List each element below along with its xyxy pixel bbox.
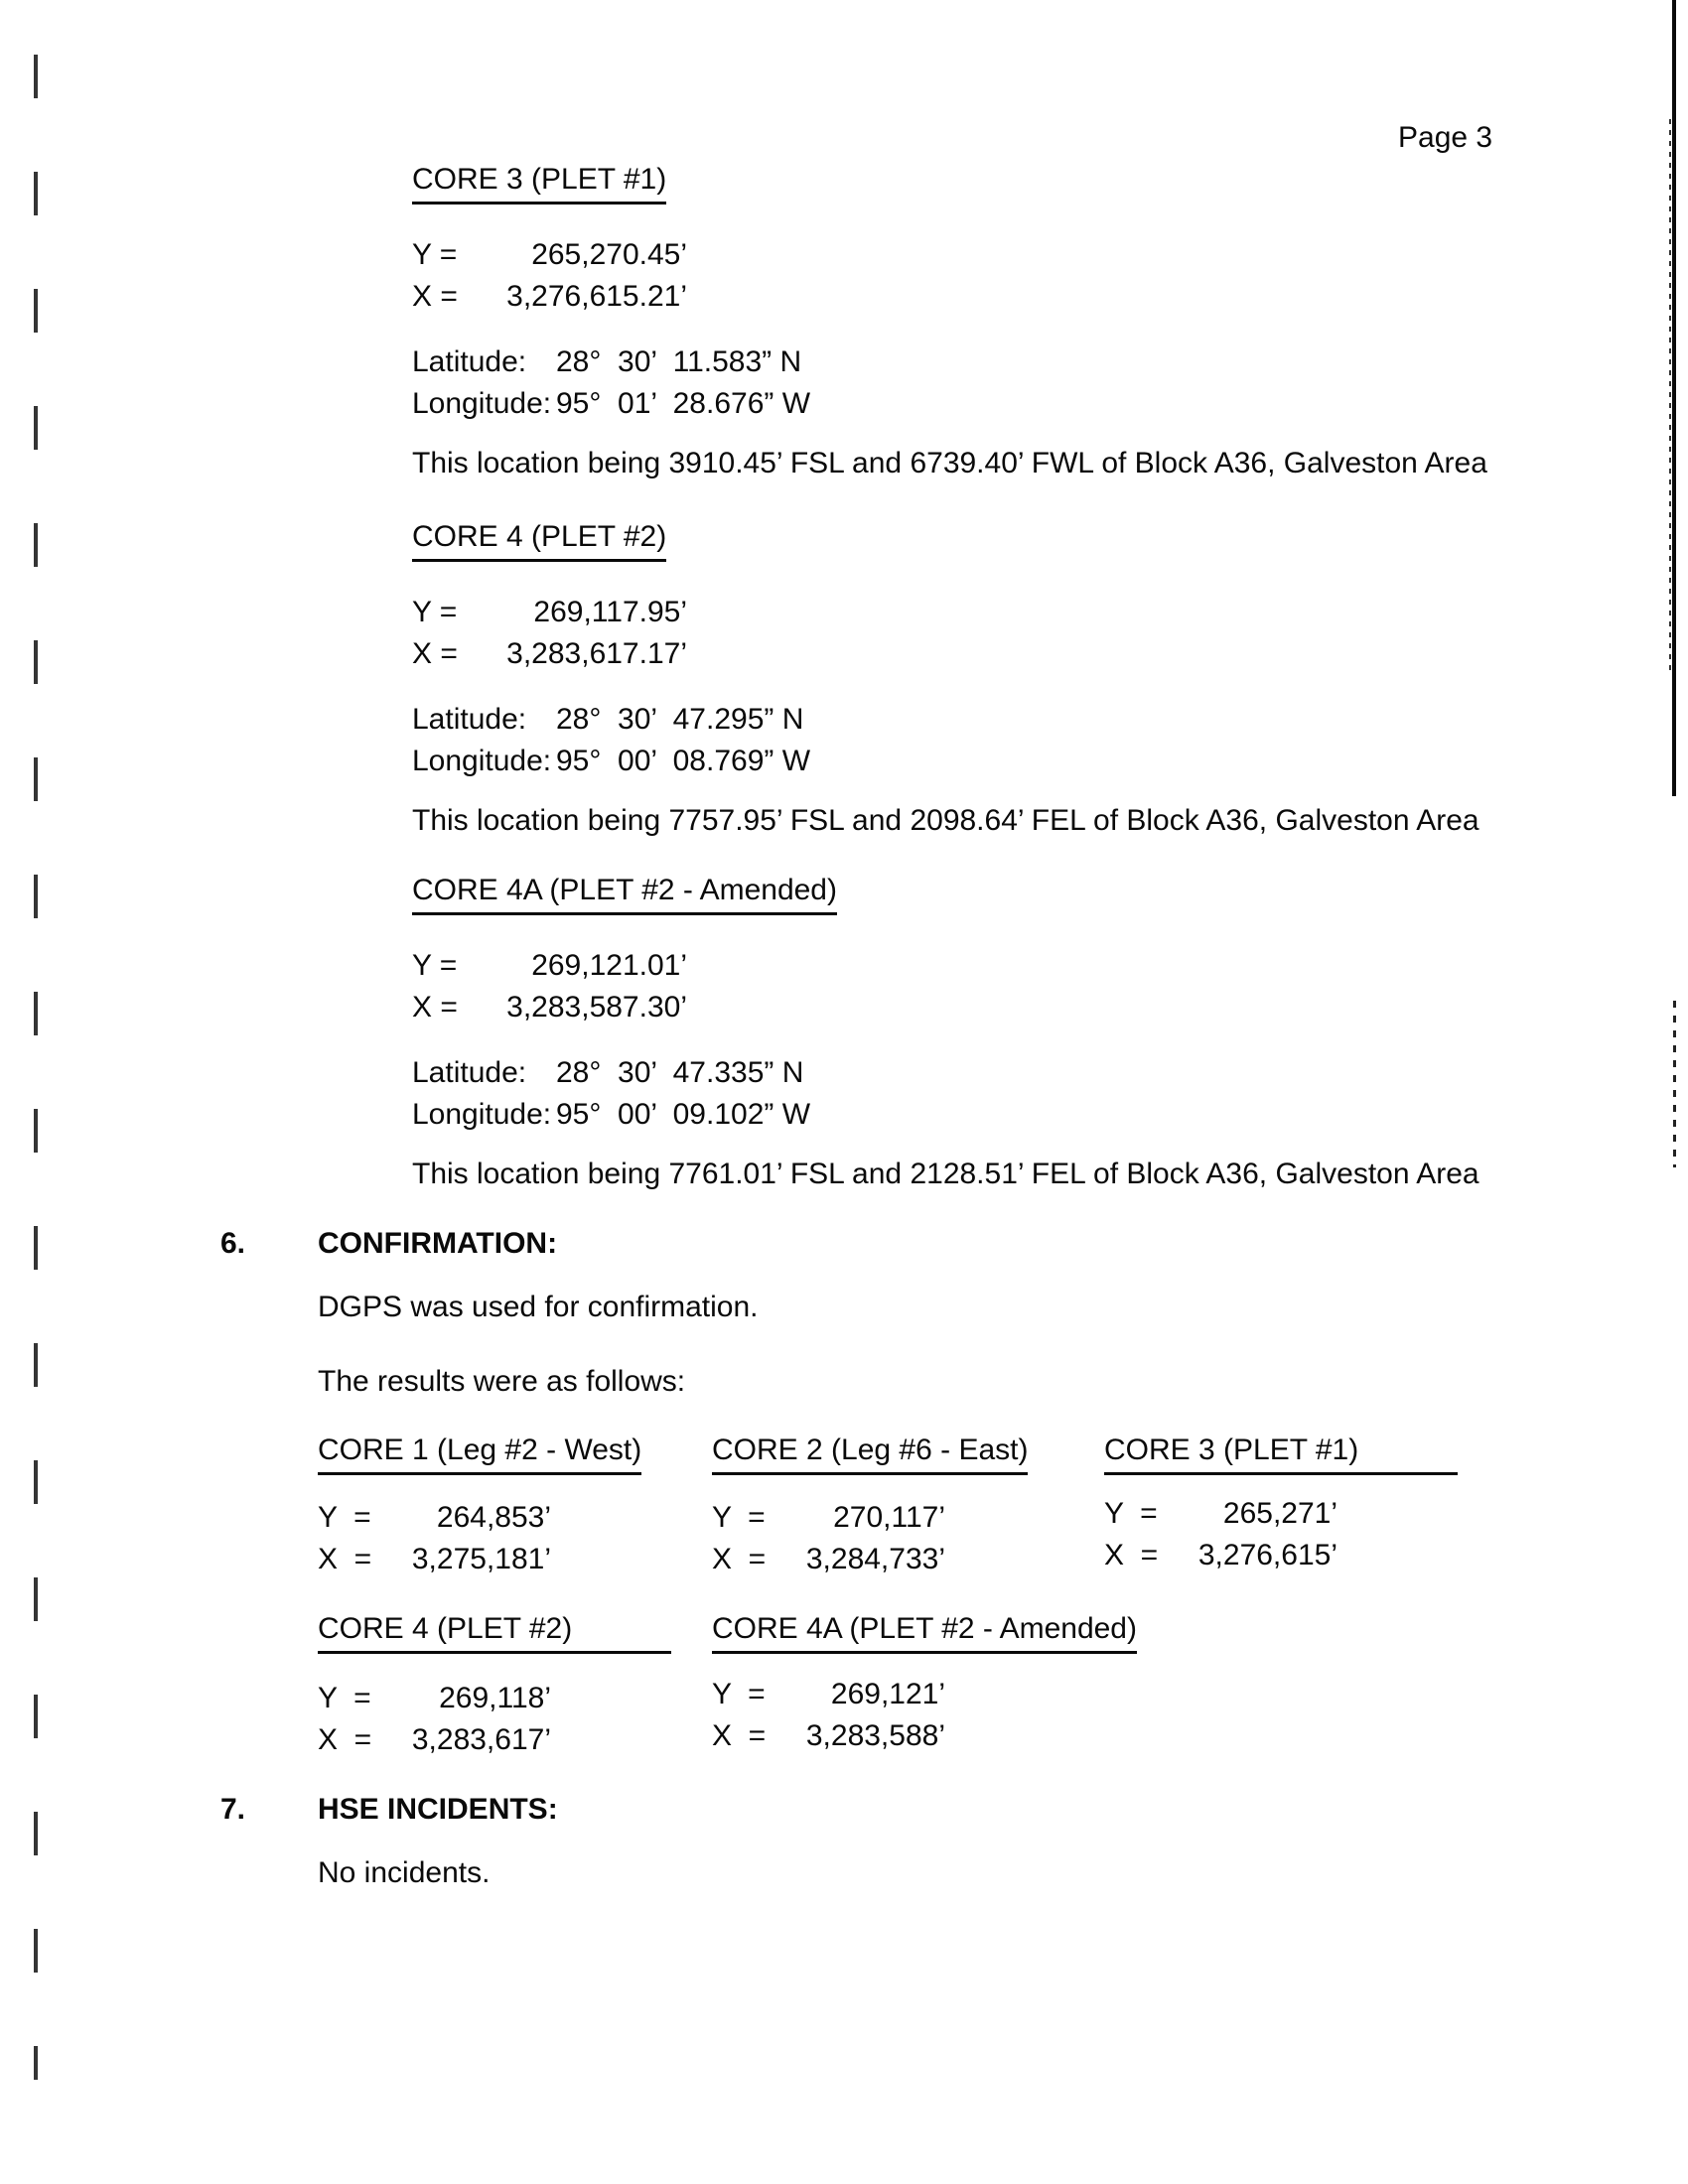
- longitude-value: 95° 00’ 09.102” W: [556, 1098, 811, 1131]
- longitude-label: Longitude:: [412, 745, 552, 777]
- core4-heading: CORE 4 (PLET #2): [412, 520, 666, 562]
- result-core4-y: Y = 269,118’: [318, 1682, 551, 1714]
- core3-location-note: This location being 3910.45’ FSL and 6739.40’ FWL of Block A36, Galveston Area: [412, 447, 1487, 479]
- core4a-x-row: [412, 991, 687, 1024]
- core4-latitude-row: [412, 703, 803, 737]
- latitude-value: 28° 30’ 47.335” N: [556, 1056, 804, 1089]
- result-core4a-x: X = 3,283,588’: [712, 1719, 945, 1752]
- latitude-value: 28° 30’ 11.583” N: [556, 345, 802, 378]
- core4a-latitude-row: [412, 1056, 803, 1090]
- longitude-value: 95° 01’ 28.676” W: [556, 387, 811, 420]
- core4-x-row: [412, 637, 687, 671]
- y-label: Y =: [412, 238, 458, 271]
- page-number: Page 3: [1398, 121, 1493, 154]
- core3-longitude-row: [412, 387, 810, 421]
- section7-number: 7.: [220, 1793, 246, 1826]
- core3-y-row: [412, 238, 687, 272]
- latitude-label: Latitude:: [412, 1056, 527, 1089]
- right-edge-scan-line: [1672, 0, 1676, 796]
- y-value: 269,117.95’: [533, 596, 687, 628]
- right-edge-scan-line-fuzz: [1669, 119, 1671, 675]
- result-core3-y: Y = 265,271’: [1104, 1497, 1337, 1530]
- y-label: Y =: [412, 949, 458, 982]
- y-label: Y =: [412, 596, 458, 628]
- result-core4a-y: Y = 269,121’: [712, 1678, 945, 1710]
- latitude-value: 28° 30’ 47.295” N: [556, 703, 804, 736]
- result-core2-y: Y = 270,117’: [712, 1501, 945, 1534]
- core3-heading: CORE 3 (PLET #1): [412, 163, 666, 205]
- core4-location-note: This location being 7757.95’ FSL and 2098.64’ FEL of Block A36, Galveston Area: [412, 804, 1479, 837]
- core4a-location-note: This location being 7761.01’ FSL and 2128.51’ FEL of Block A36, Galveston Area: [412, 1158, 1479, 1190]
- core4a-y-row: [412, 949, 687, 983]
- result-core3-x: X = 3,276,615’: [1104, 1539, 1337, 1571]
- core3-detail-section: [412, 163, 1604, 490]
- x-label: X =: [412, 637, 458, 670]
- core4-y-row: [412, 596, 687, 629]
- confirmation-method-line: DGPS was used for confirmation.: [318, 1291, 759, 1323]
- result-core1-y: Y = 264,853’: [318, 1501, 551, 1534]
- y-value: 269,121.01’: [531, 949, 687, 982]
- longitude-label: Longitude:: [412, 1098, 552, 1131]
- x-label: X =: [412, 991, 458, 1024]
- core4-longitude-row: [412, 745, 810, 778]
- right-edge-scan-line-dashed: [1673, 1001, 1676, 1167]
- core3-latitude-row: [412, 345, 801, 379]
- hse-body: No incidents.: [318, 1856, 491, 1889]
- result-core1-heading: CORE 1 (Leg #2 - West): [318, 1433, 641, 1475]
- core4a-longitude-row: [412, 1098, 810, 1132]
- confirmation-results-intro: The results were as follows:: [318, 1365, 686, 1398]
- x-value: 3,283,617.17’: [506, 637, 687, 670]
- left-edge-scan-dashes: [34, 55, 38, 2080]
- x-label: X =: [412, 280, 458, 313]
- result-core4-heading: CORE 4 (PLET #2): [318, 1612, 671, 1654]
- core4a-detail-section: [412, 874, 1604, 1201]
- section6-number: 6.: [220, 1227, 246, 1260]
- result-core1-x: X = 3,275,181’: [318, 1543, 551, 1575]
- result-core3-heading: CORE 3 (PLET #1): [1104, 1433, 1458, 1475]
- result-core4a-heading: CORE 4A (PLET #2 - Amended): [712, 1612, 1137, 1654]
- core4-detail-section: [412, 520, 1604, 848]
- x-value: 3,276,615.21’: [506, 280, 687, 313]
- longitude-value: 95° 00’ 08.769” W: [556, 745, 811, 777]
- longitude-label: Longitude:: [412, 387, 552, 420]
- core4a-heading: CORE 4A (PLET #2 - Amended): [412, 874, 837, 915]
- latitude-label: Latitude:: [412, 345, 527, 378]
- result-core2-x: X = 3,284,733’: [712, 1543, 945, 1575]
- result-core4-x: X = 3,283,617’: [318, 1723, 551, 1756]
- section6-title: CONFIRMATION:: [318, 1227, 558, 1260]
- y-value: 265,270.45’: [531, 238, 687, 271]
- result-core2-heading: CORE 2 (Leg #6 - East): [712, 1433, 1028, 1475]
- core3-x-row: [412, 280, 687, 314]
- latitude-label: Latitude:: [412, 703, 527, 736]
- section7-title: HSE INCIDENTS:: [318, 1793, 558, 1826]
- x-value: 3,283,587.30’: [506, 991, 687, 1024]
